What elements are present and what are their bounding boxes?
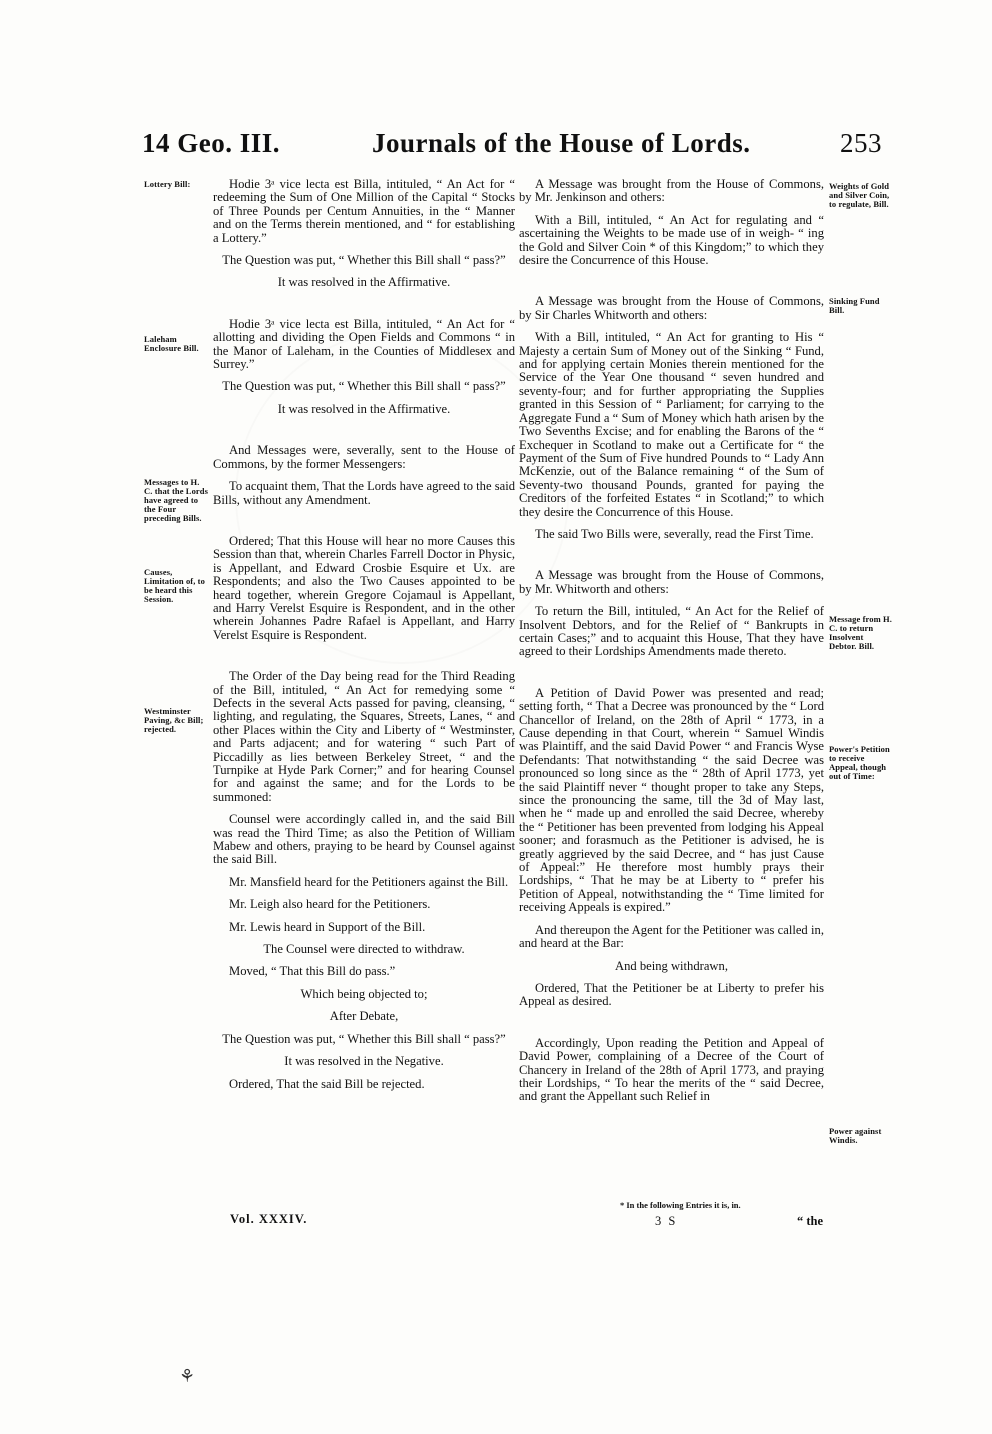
margin-note: Causes, Limitation of, to be heard this Session. xyxy=(144,567,205,604)
paragraph: A Petition of David Power was presented and read; setting forth, “ That a Decree was pronounced by the “ Lord Chancellor of Ireland, on the 28th of April “ 1773, in a Cause depending in that Court, wherein “ Samuel Windis was Plaintiff, and the said David Power “ and Francis Wyse Defendants: That notwithstanding “ the said Decree was pronounced so long since as the “ 28th of April 1773, yet the said Plaintiff never “ thought proper to take any Steps, since the pronouncing the same, till the 3d of May last, when he “ made up and enrolled the said Decree, whereby the “ Petitioner has been prevented from lodging his Appeal sooner; and forasmuch as the Petitioner is advised, he is greatly aggrieved by the said Decree, and “ has just Cause of Appeal:” He therefore most humbly prays their Lordships, “ That he may be at Liberty to “ prefer his Petition of Appeal, notwithstanding the “ Time limited for receiving Appeals is expired.” xyxy=(519,685,824,915)
margin-note: Power's Petition to receive Appeal, though out of Time: xyxy=(829,744,890,781)
margin-note: Power against Windis. xyxy=(829,1126,882,1145)
margin-note: Westminster Paving, &c Bill; rejected. xyxy=(144,706,204,734)
paragraph: It was resolved in the Affirmative. xyxy=(277,275,451,290)
paragraph: To acquaint them, That the Lords have agreed to the said Bills, without any Amendment. xyxy=(213,479,515,507)
ink-mark-icon: ⚘ xyxy=(179,1366,196,1386)
paragraph: Ordered, That the said Bill be rejected. xyxy=(229,1076,425,1091)
page-number: 253 xyxy=(840,128,882,158)
paragraph: Counsel were accordingly called in, and the said Bill was read the Third Time; as also the Petition of William Mabew and others, praying to be heard by Counsel against the said Bill. xyxy=(213,812,515,867)
paragraph: The Question was put, “ Whether this Bill shall “ pass?” xyxy=(222,253,506,268)
paragraph: It was resolved in the Negative. xyxy=(284,1054,444,1069)
paragraph: It was resolved in the Affirmative. xyxy=(277,401,451,416)
paragraph: With a Bill, intituled, “ An Act for granting to His “ Majesty a certain Sum of Money out of the Sinking “ Fund, and for applying certain Monies therein mentioned for the Service of the Year One thousand “ seven hundred and seventy-four; and for further appropriating the Supplies granted in this Session of “ Parliament; for carrying to the Aggregate Fund a “ Sum of Money which hath arisen by the Two Sevenths Excise; and for enabling the Barons of the “ Exchequer in Scotland to make out a Certificate for “ the Payment of the Sum of Five hundred Pounds to “ Lady Ann McKenzie, out of the Balance remaining “ of the Sum of Seventy-two thousand Pounds, granted for paying the Creditors of the forfeited Estates “ in Scotland;” to which they desire the Concurrence of this House. xyxy=(519,330,824,519)
margin-note: Messages to H. C. that the Lords have agreed to the Four preceding Bills. xyxy=(144,477,209,523)
paragraph: Which being objected to; xyxy=(300,986,428,1001)
volume-mark: Vol. XXXIV. xyxy=(230,1212,308,1226)
paragraph: The Counsel were directed to withdraw. xyxy=(263,942,465,957)
paragraph: Mr. Mansfield heard for the Petitioners against the Bill. xyxy=(229,874,509,889)
paragraph: A Message was brought from the House of Commons, by Sir Charles Whitworth and others: xyxy=(519,294,824,322)
paragraph: Hodie 3ᵃ vice lecta est Billa, intituled, “ An Act for “ allotting and dividing the Open Fields and Commons “ in the Manor of Laleham, in the Counties of Middlesex and Surrey.” xyxy=(213,316,515,372)
paragraph: To return the Bill, intituled, “ An Act for the Relief of Insolvent Debtors, and for the Relief of “ Bankrupts in certain Cases;” and to acquaint this House, That they have agreed to their Lordships Amendments made thereto. xyxy=(519,604,824,659)
paragraph: With a Bill, intituled, “ An Act for regulating and “ ascertaining the Weights to be made use of in weigh- “ ing the Gold and Silver Coin * of this Kingdom;” to which they desire the Concurrence of this House. xyxy=(519,212,824,268)
margin-note: Lottery Bill: xyxy=(144,179,191,189)
margin-note: Message from H. C. to return Insolvent Debtor. Bill. xyxy=(829,614,892,651)
paragraph: Mr. Lewis heard in Support of the Bill. xyxy=(229,919,426,934)
paragraph: And Messages were, severally, sent to the House of Commons, by the former Messengers: xyxy=(213,443,515,471)
paragraph: Ordered, That the Petitioner be at Liberty to prefer his Appeal as desired. xyxy=(519,980,824,1009)
paragraph: The Question was put, “ Whether this Bill shall “ pass?” xyxy=(222,379,506,394)
paragraph: A Message was brought from the House of Commons, by Mr. Jenkinson and others: xyxy=(519,177,824,205)
paragraph: And being withdrawn, xyxy=(615,958,728,973)
signature-mark: 3 S xyxy=(655,1214,678,1228)
paragraph: Hodie 3ᵃ vice lecta est Billa, intituled, “ An Act for “ redeeming the Sum of One Million of the Capital “ Stocks of Three Pounds per Centum Annuities, in the “ Manner and on the Terms therein mentioned, and “ for establishing a Lottery.” xyxy=(213,177,515,245)
catchword: “ the xyxy=(797,1214,824,1228)
paragraph: Accordingly, Upon reading the Petition and Appeal of David Power, complaining of a Decree of the Court of Chancery in Ireland of the 28th of April 1773, and praying their Lordships, “ To hear the merits of the “ said Decree, and grant the Appellant such Relief in xyxy=(519,1035,824,1104)
margin-note: Weights of Gold and Silver Coin, to regulate, Bill. xyxy=(829,181,890,209)
margin-note: Laleham Enclosure Bill. xyxy=(144,334,199,353)
left-column xyxy=(213,178,515,1100)
running-head-regnal-year: 14 Geo. III. xyxy=(142,128,281,158)
footnote: * In the following Entries it is, in. xyxy=(620,1200,741,1210)
paragraph: After Debate, xyxy=(329,1009,399,1024)
paragraph: A Message was brought from the House of Commons, by Mr. Whitworth and others: xyxy=(519,568,824,596)
paragraph: The Order of the Day being read for the Third Reading of the Bill, intituled, “ An Act for remedying some “ Defects in the several Acts passed for paving, cleansing, “ lighting, and regulating, the Squares, Streets, Lanes, “ and other Places within the City and Liberty of “ Westminster, and Parts adjacent; and for watering “ such Part of Piccadilly as lies between Berkeley Street, “ and the Turnpike at Hyde Park Corner;” and for hearing Counsel for and against the same; and for the Lords to be summoned: xyxy=(213,669,515,804)
running-head-title: Journals of the House of Lords. xyxy=(372,128,751,158)
paragraph: And thereupon the Agent for the Petitioner was called in, and heard at the Bar: xyxy=(519,922,824,951)
margin-note: Sinking Fund Bill. xyxy=(829,296,880,315)
paragraph: Moved, “ That this Bill do pass.” xyxy=(229,964,396,979)
paragraph: The said Two Bills were, severally, read the First Time. xyxy=(535,526,814,541)
paragraph: Mr. Leigh also heard for the Petitioners. xyxy=(229,897,431,912)
paragraph: The Question was put, “ Whether this Bill shall “ pass?” xyxy=(222,1031,506,1046)
paragraph: Ordered; That this House will hear no more Causes this Session than that, wherein Charles Farrell Doctor in Physic, is Appellant, and Edward Crosbie Esquire et Ux. are Respondents; and also the Two Causes appointed to be heard together, wherein Gregore Cojamaul is Appellant, and Harry Verelst Esquire is Respondent, and in the other wherein Johannes Padre Rafael is Appellant, and Harry Verelst Esquire is Respondent. xyxy=(213,533,515,642)
right-column xyxy=(519,178,824,1113)
